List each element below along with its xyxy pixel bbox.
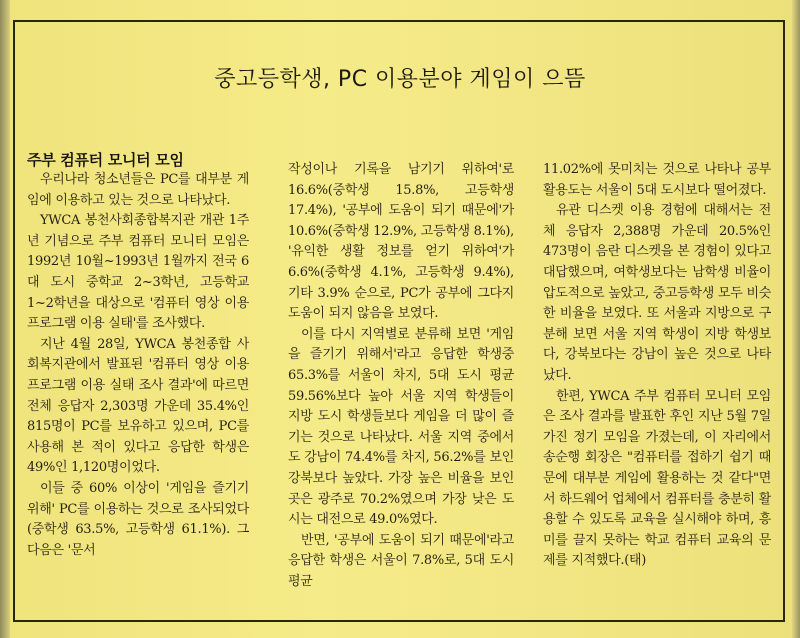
paragraph: 한편, YWCA 주부 컴퓨터 모니터 모임은 조사 결과를 발표한 후인 지난 5월 7일 가진 정기 모임을 가졌는데, 이 자리에서 송순행 회장은 "컴퓨터를 접하기 쉽기 때문에 대부분 게임에 활용하는 것 같다"면서 하드웨어 업체에서 컴퓨터를 충분히 활용할 수 있도록 교육을 실시해야 하며, 흥미를 끌지 못하는 학교 컴퓨터 교육의 문제를 지적했다.(태) xyxy=(543,388,771,569)
paragraph: 유관 디스켓 이용 경험에 대해서는 전체 응답자 2,388명 가운데 20.5%인 473명이 음란 디스켓을 본 경험이 있다고 대답했으며, 여학생보다는 남학생 비율이 압도적으로 높았고, 중고등학생 모두 비슷한 비율을 보였다. 또 서울과 지방으로 구분해 보면 서울 지역 학생이 지방 학생보다, 강북보다는 강남이 높은 것으로 나타났다. xyxy=(543,203,771,383)
paragraph: 우리나라 청소년들은 PC를 대부분 게임에 이용하고 있는 것으로 나타났다. xyxy=(27,172,249,208)
page-edge-shadow-left xyxy=(0,0,10,638)
article-column-3 xyxy=(543,160,771,572)
article-column-1 xyxy=(27,150,249,561)
article-headline: 중고등학생, PC 이용분야 게임이 으뜸 xyxy=(214,67,586,92)
article-subhead: 주부 컴퓨터 모니터 모임 xyxy=(27,151,184,169)
paragraph: YWCA 봉천사회종합복지관 개관 1주년 기념으로 주부 컴퓨터 모니터 모임은 1992년 10월~1993년 1월까지 전국 6대 도시 중학교 2~3학년, 고등학교 1~2학년을 대상으로 '컴퓨터 영상 이용 프로그램 이용 실태'를 조사했다. xyxy=(27,213,249,332)
paragraph: 이를 다시 지역별로 분류해 보면 '게임을 즐기기 위해서'라고 응답한 학생중 65.3%를 서울이 차지, 5대 도시 평균 59.56%보다 높아 서울 지역 학생들이 지방 도시 학생들보다 게임을 더 많이 즐기는 것으로 나타났다. 서울 지역 중에서도 강남이 74.4%를 차지, 56.2%를 보인 강북보다 높았다. 가장 높은 비율을 보인 곳은 광주로 70.2%였으며 가장 낮은 도시는 대전으로 49.0%였다. xyxy=(288,326,514,528)
paragraph: 이들 중 60% 이상이 '게임을 즐기기 위해' PC를 이용하는 것으로 조사되었다(중학생 63.5%, 고등학생 61.1%). 그 다음은 '문서 xyxy=(27,480,249,558)
paragraph: 11.02%에 못미치는 것으로 나타나 공부 활용도는 서울이 5대 도시보다 떨어졌다. xyxy=(543,162,771,198)
paragraph: 작성이나 기록을 남기기 위하여'로 16.6%(중학생 15.8%, 고등학생 17.4%), '공부에 도움이 되기 때문에'가 10.6%(중학생 12.9%, 고등학생 8.1%), '유익한 생활 정보를 얻기 위하여'가 6.6%(중학생 4.1%, 고등학생 9.4%), 기타 3.9% 순으로, PC가 공부에 그다지 도움이 되지 않음을 보였다. xyxy=(288,162,514,322)
paragraph: 반면, '공부에 도움이 되기 때문에'라고 응답한 학생은 서울이 7.8%로, 5대 도시 평균 xyxy=(288,532,514,589)
paragraph: 지난 4월 28일, YWCA 봉천종합 사회복지관에서 발표된 '컴퓨터 영상 이용 프로그램 이용 실태 조사 결과'에 따르면 전체 응답자 2,303명 가운데 35.4%인 815명이 PC를 보유하고 있으며, PC를 사용해 본 적이 있다고 응답한 학생은 49%인 1,120명이었다. xyxy=(27,336,249,476)
article-column-2 xyxy=(288,160,514,592)
page-edge-shadow-right xyxy=(792,0,800,638)
